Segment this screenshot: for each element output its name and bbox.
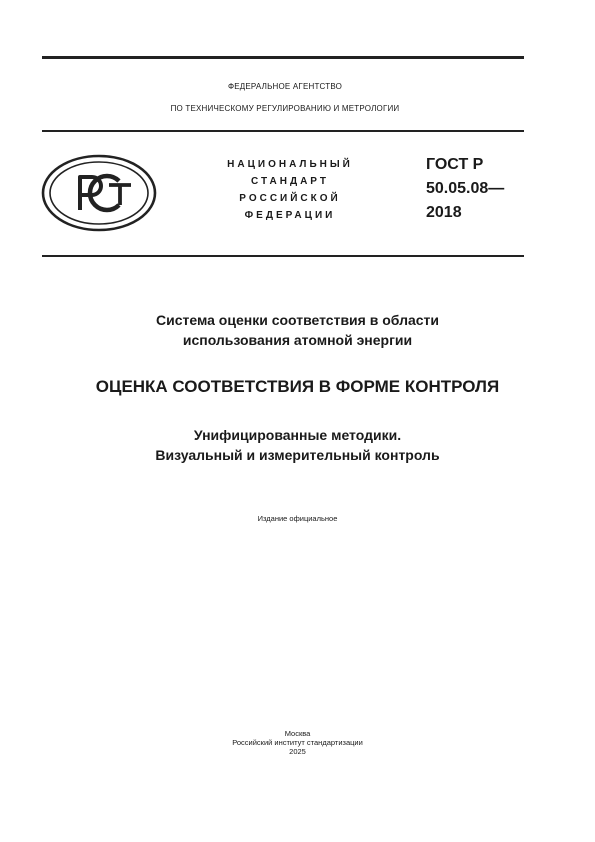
standard-type-line-1: НАЦИОНАЛЬНЫЙ (227, 159, 353, 170)
agency-line-1: ФЕДЕРАЛЬНОЕ АГЕНТСТВО (227, 82, 343, 91)
subtitle-line-2: Визуальный и измерительный контроль (155, 447, 440, 463)
main-title: ОЦЕНКА СООТВЕТСТВИЯ В ФОРМЕ КОНТРОЛЯ (95, 377, 500, 396)
standard-designation (426, 153, 504, 225)
designation-line-3: 2018 (426, 204, 462, 221)
designation-line-2: 50.05.08— (426, 180, 505, 197)
system-title (0, 310, 595, 350)
standard-type-line-3: РОССИЙСКОЙ (239, 193, 341, 204)
imprint (0, 729, 595, 756)
top-rule (42, 56, 524, 59)
standard-type (210, 156, 370, 224)
agency-line-2: ПО ТЕХНИЧЕСКОМУ РЕГУЛИРОВАНИЮ И МЕТРОЛОГИИ (170, 104, 400, 113)
imprint-publisher: Российский институт стандартизации (232, 738, 363, 747)
edition-label: Издание официальное (257, 514, 338, 523)
standard-type-line-4: ФЕДЕРАЦИИ (244, 210, 336, 221)
system-title-line-1: Система оценки соответствия в области (156, 312, 439, 328)
designation-line-1: ГОСТ Р (426, 156, 484, 173)
imprint-city: Москва (284, 729, 311, 738)
system-title-line-2: использования атомной энергии (182, 332, 413, 348)
subtitle-line-1: Унифицированные методики. (193, 427, 402, 443)
subtitle (0, 425, 595, 465)
imprint-year: 2025 (289, 747, 306, 756)
standard-type-line-2: СТАНДАРТ (251, 176, 329, 187)
rst-certification-mark-icon (40, 153, 158, 233)
rst-logo-graphic (40, 153, 158, 233)
header-rule (42, 130, 524, 132)
header-bottom-rule (42, 255, 524, 257)
